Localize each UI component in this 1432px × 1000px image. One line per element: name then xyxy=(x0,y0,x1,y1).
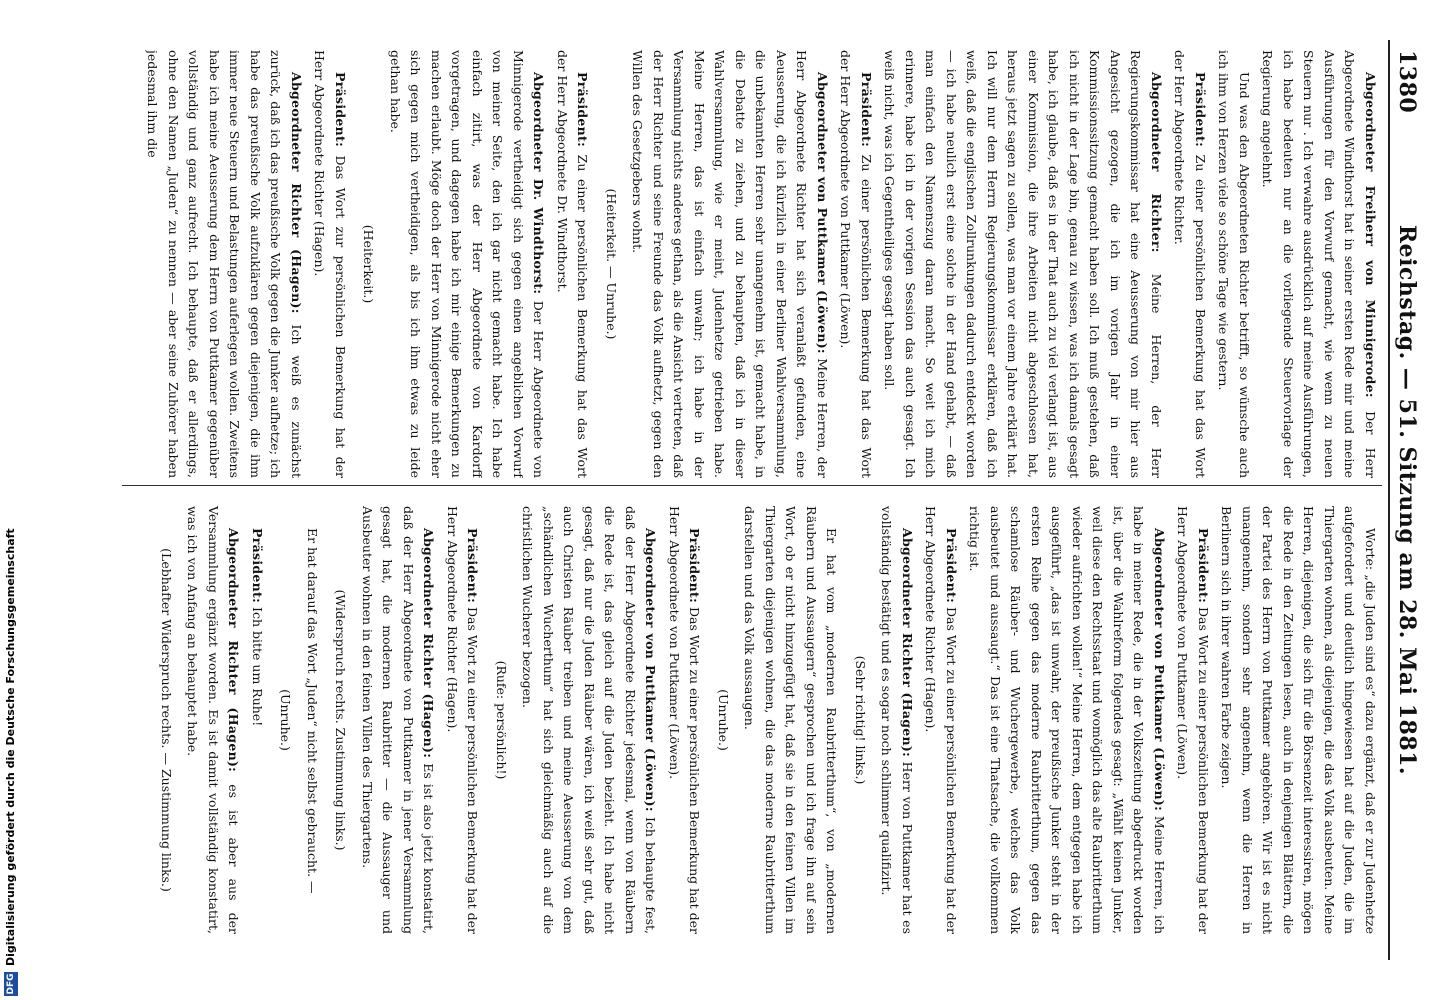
speech-text: Zu einer persönlichen Bemerkung hat das Wort der Herr Abgeordnete von Puttkamer (Löwen). xyxy=(838,50,874,478)
speech-paragraph xyxy=(309,50,350,478)
speech-paragraph xyxy=(876,506,917,934)
speaker-name: Abgeordneter Richter (Hagen): xyxy=(289,72,304,314)
speech-text: Meine Herren, der Herr Abgeordnete Richter hat sich veranlaßt gefunden, eine Aeusserung, die ich kürzlich in einer Berliner Wahlversammlung, die unbekannten Herren sehr unangenehm ist, gemacht habe, in die Debatte zu ziehen, und zu behaupten, daß ich in dieser Wahlversammlung, wie er meint, Judenhetze getrieben habe. Meine Herren, das ist einfach unwahr; ich habe in der Versammlung nichts anderes gethan, als die Ansicht vertreten, daß der Herr Richter und seine Freunde das Volk aufhetzt, gegen den Willen des Gesetzgebers wohnt. xyxy=(630,50,830,478)
speech-paragraph xyxy=(1257,50,1380,478)
speaker-name: Präsident: xyxy=(333,72,348,148)
speech-text: Der Herr Abgeordnete von Minnigerode vertheidigt sich gegen einen angeblichen Vorwurf von meiner Seite, den ich gar nicht gemacht habe. Ich habe einfach zitirt, was der Herr Abgeordnete von Kardorff vorgetragen, und dagegen habe ich mir einige Bemerkungen zu machen erlaubt. Möge doch der Herr von Minnigerode nicht eher sich gegen mich vertheidigen, als bis ich ihm etwas zu leide gethan habe. xyxy=(388,50,547,478)
speech-text: Das Wort zu einer persönlichen Bemerkung hat der Herr Abgeordnete Richter (Hagen). xyxy=(923,506,959,934)
speech-text: Er hat vom „modernen Raubritterthum“, von „modernen Räubern und Aussaugern“ gesprochen und ich frage ihn auf sein Wort, ob er nicht hinzugefügt hat, daß sie in den feinen Villen im Thiergarten diejenigen wohnen, die das moderne Raubritterthum darstellen und das Volk aussaugen. xyxy=(742,506,840,934)
speech-paragraph xyxy=(442,506,483,934)
speaker-name: Präsident: xyxy=(1193,72,1208,148)
speaker-name: Abgeordneter Richter: xyxy=(1149,72,1164,253)
speech-text: Meine Herren, ich habe in meiner Rede, die in der Volkszeitung abgedruckt worden ist, über die Wahlreform folgendes gesagt: „Wählt keinen Junker, weil diese den Rechtsstaat und womöglich das alte Raubritterthum wieder aufrichten wollen!“ Meine Herren, dem entgegen habe ich ausgeführt, „das ist unwahr, der preußische Junker steht in der ersten Reihe gegen das moderne Raubritterthum, gegen das schamlose Räuber- und Wuchergewerbe, welches das Volk ausbeutet und aussaugt.“ Das ist eine Thatsache, die vollkommen richtig ist. xyxy=(967,506,1167,934)
speech-text: Und was den Abgeordneten Richter betrifft, so wünsche auch ich ihm von Herzen viele so schöne Tage wie gestern. xyxy=(1216,50,1252,478)
page-number: 1380 xyxy=(1394,50,1420,114)
speech-text: Ich bitte um Ruhe! xyxy=(250,607,265,727)
speech-paragraph xyxy=(964,506,1169,934)
speaker-name: Abgeordneter Richter (Hagen): xyxy=(226,528,242,773)
speech-text: Das Wort zu einer persönlichen Bemerkung hat der Herr Abgeordnete von Puttkamer (Löwen). xyxy=(667,506,703,934)
speech-text: Herr von Puttkamer hat es vollständig bestätigt und es sogar noch schlimmer qualifizirt. xyxy=(879,506,915,934)
speech-text: Es ist also jetzt konstatirt, daß der Herr Abgeordnete von Puttkamer in jener Versammlung gesagt hat, die modernen Raubritter — die Aussauger und Ausbeuter wohnen in den feinen Villen des Thiergartens. xyxy=(360,506,437,934)
speaker-name: Abgeordneter von Puttkamer (Löwen): xyxy=(815,72,830,354)
speech-paragraph xyxy=(1169,50,1210,478)
speech-text: Ich weiß es zunächst zurück, daß ich das preußische Volk gegen die Junker aufhetze; ich habe das preußische Volk aufzuklären gegen diejenigen, die ihm immer neue Steuern und Belastungen auferlegen wollen. Zweitens habe ich meine Aeusserung dem Herrn von Puttkamer gegenüber vollständig und ganz aufrecht. Ich behaupte, daß er allerdings, ohne den Namen „Juden“ zu nennen — aber seine Zuhörer haben jedesmal ihm die xyxy=(145,50,304,478)
speaker-name: Abgeordneter Richter (Hagen): xyxy=(421,528,437,759)
speaker-name: Präsident: xyxy=(1196,528,1211,604)
speech-paragraph xyxy=(1216,506,1380,934)
speech-paragraph xyxy=(142,50,306,478)
stage-direction: (Sehr richtig! links.) xyxy=(853,655,868,785)
speaker-name: Abgeordneter von Puttkamer (Löwen): xyxy=(1152,528,1167,812)
speaker-name: Präsident: xyxy=(250,528,265,604)
speech-text: Zu einer persönlichen Bemerkung hat das Wort der Herr Abgeordnete Richter. xyxy=(1172,50,1208,478)
stage-direction: (Heiterkeit. — Unruhe.) xyxy=(604,188,619,340)
speaker-name: Präsident: xyxy=(465,528,481,604)
speech-text: Das Wort zu einer persönlichen Bemerkung hat der Herr Abgeordnete Richter (Hagen). xyxy=(445,506,481,934)
speaker-name: Abgeordneter Freiherr von Minnigerode: xyxy=(1363,72,1378,398)
speech-paragraph xyxy=(357,506,439,934)
speech-paragraph xyxy=(385,50,549,478)
speech-paragraph xyxy=(1172,506,1213,934)
stage-direction: (Unruhe.) xyxy=(716,689,731,751)
speech-text: Der Herr Abgeordnete Windthorst hat in seiner ersten Rede mir und meine Ausführungen für den Vorwurf gemacht, wie wenn zu neuen Steuern nur . Ich verwahre ausdrücklich auf meine Ausführungen, ich habe bedeuten nur an die vorliegende Steuervorlage der Regierung angelehnt. xyxy=(1260,50,1378,478)
speech-text: Worte: „die Juden sind es“ dazu ergänzt, daß er zur Judenhetze aufgefordert und deutlich hingewiesen hat auf die Juden, die im Thiergarten wohnen, als diejenigen, die das Volk ausbeuten. Meine Herren, diejenigen, die sich für die Börsenzeit interessiren, mögen die Rede in den Zeitungen lesen, auch in denjenigen Blättern, die der Partei des Herrn von Puttkamer angehören. Wir ist es nicht unangenehm, sondern sehr angenehm, wenn die Herren in Berlinern sich in ihrer wahren Farbe zeigen. xyxy=(1219,506,1378,934)
speaker-name: Präsident: xyxy=(859,72,874,148)
speech-text: Zu einer persönlichen Bemerkung hat das Wort der Herr Abgeordnete Dr. Windthorst. xyxy=(555,50,591,478)
stage-direction: (Widerspruch rechts. Zustimmung links.) xyxy=(333,589,349,851)
stage-direction: (Rufe: persönlich!) xyxy=(494,660,509,780)
speech-paragraph xyxy=(664,506,705,934)
stage-direction: (Unruhe.) xyxy=(278,689,294,751)
column-divider xyxy=(122,485,1382,486)
dfg-logo-icon: DFG xyxy=(6,973,16,995)
speaker-name: Abgeordneter von Puttkamer (Löwen): xyxy=(643,528,659,812)
speaker-name: Präsident: xyxy=(944,528,959,604)
speaker-name: Abgeordneter Dr. Windthorst: xyxy=(531,72,547,295)
stage-direction: (Lebhafter Widerspruch rechts. — Zustimmung links.) xyxy=(159,548,174,892)
digitization-footer xyxy=(0,0,24,1000)
stage-direction: (Heiterkeit.) xyxy=(361,224,377,304)
speech-text: Ich behaupte fest, daß der Herr Abgeordnete Richter jedesmal, wenn von Räubern die Rede ist, das gleich auf die Juden bezieht. Ich habe nicht gesagt, daß nur die Juden Räuber wären, ich weiß sehr gut, daß auch Christen Räuber treiben und meine Aeusserung von dem „schändlichen Wucherthum“ hat sich gleichmäßig auch auf die christlichen Wucherer bezogen. xyxy=(520,506,659,934)
left-text-column xyxy=(130,50,1380,478)
page-header xyxy=(1390,50,1420,950)
speaker-name: Präsident: xyxy=(575,72,591,148)
speech-paragraph xyxy=(879,50,1166,478)
speech-paragraph xyxy=(517,506,661,934)
speaker-name: Präsident: xyxy=(687,528,703,604)
speech-text: Er hat darauf das Wort „Juden“ nicht selbst gebraucht. — xyxy=(305,528,320,894)
speech-text: es ist aber aus der Versammlung ergänzt worden. Es ist damit vollständig konstatirt, was ich von Anfang an behauptet habe. xyxy=(185,506,242,934)
header-rule xyxy=(1388,40,1390,960)
speech-text: Das Wort zur persönlichen Bemerkung hat der Herr Abgeordnete Richter (Hagen). xyxy=(312,50,348,478)
speech-text: Das Wort zu einer persönlichen Bemerkung hat der Herr Abgeordnete von Puttkamer (Löwen). xyxy=(1175,506,1211,934)
speech-paragraph xyxy=(739,506,842,934)
speech-paragraph xyxy=(920,506,961,934)
speech-paragraph xyxy=(552,50,593,478)
speech-paragraph xyxy=(182,506,244,934)
speech-text: Meine Herren, der Herr Regierungskommissar hat eine Aeusserung von mir hier aus Angesicht gezogen, die ich im vorigen Jahr in einer Kommissionssitzung gemacht haben soll. Ich muß gestehen, daß ich nicht in der Lage bin, genau zu wissen, was ich damals gesagt habe, ich glaube, daß es in der That auch zu viel verlangt ist, aus einer Kommission, die ihre Arbeiten nicht abgeschlossen hat, heraus jetzt sagen zu sollen, was man vor einem Jahre erklärt hat. Ich will nur dem Herrn Regierungskommissar erklären, daß ich weiß, daß die englischen Zollrunkungen dadurch entdeckt worden — ich habe neulich erst eine solche in der Hand gehabt, — daß man einfach den Namenszug daran macht. So weit ich mich erinnere, habe ich in der vorigen Session das auch gesagt. Ich weiß nicht, was ich Gegentheiliges gesagt haben soll. xyxy=(882,50,1164,478)
right-text-column xyxy=(130,506,1380,934)
footer-strip xyxy=(0,0,24,1000)
speech-paragraph xyxy=(627,50,832,478)
footer-text: Digitalisierung gefördert durch die Deutsche Forschungsgemeinschaft xyxy=(4,528,17,966)
speaker-name: Abgeordneter Richter (Hagen): xyxy=(900,528,915,758)
page-title: Reichstag. — 51. Sitzung am 28. Mai 1881. xyxy=(1394,224,1420,776)
speech-paragraph xyxy=(247,506,268,934)
speech-paragraph xyxy=(835,50,876,478)
speech-paragraph xyxy=(302,506,323,934)
speech-paragraph xyxy=(1213,50,1254,478)
